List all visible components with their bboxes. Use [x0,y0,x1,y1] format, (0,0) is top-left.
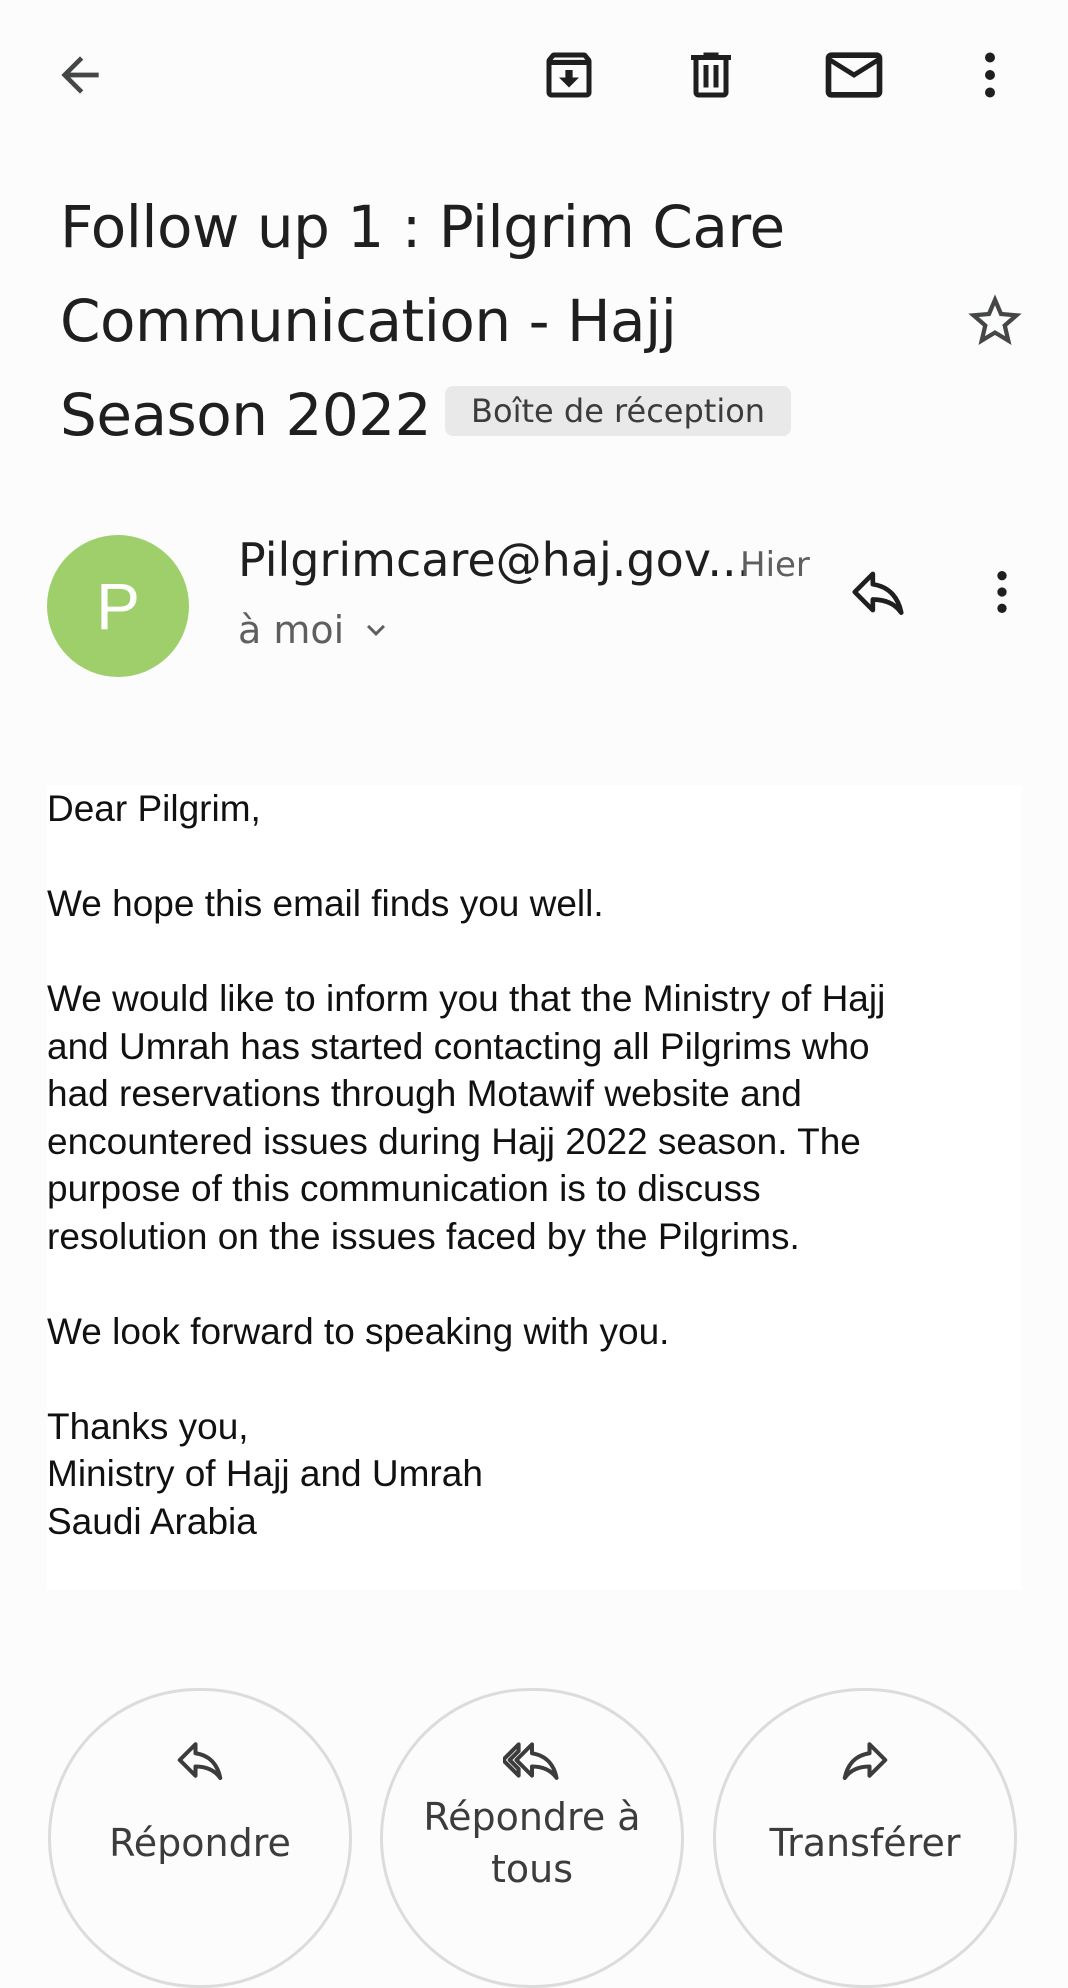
body-signature-line-1: Ministry of Hajj and Umrah [47,1453,483,1494]
sender-avatar[interactable]: P [47,535,189,677]
reply-all-button[interactable] [380,1688,684,1988]
mark-unread-button[interactable] [806,27,902,123]
reply-button[interactable] [48,1688,352,1988]
more-vert-icon [960,45,1020,105]
reply-label: Répondre [109,1821,291,1865]
message-more-button[interactable] [962,552,1042,632]
sender-address[interactable]: Pilgrimcare@haj.gov... [238,533,752,587]
forward-icon [838,1733,892,1787]
body-signoff: Thanks you, [47,1405,249,1447]
top-toolbar [0,0,1068,150]
recipient-details-toggle[interactable] [238,600,394,660]
email-subject [60,180,920,462]
email-body [47,785,1022,1545]
body-closing: We look forward to speaking with you. [47,1310,670,1352]
forward-button[interactable] [713,1688,1017,1988]
archive-icon [539,45,599,105]
subject-line-3: Season 2022 [60,381,432,449]
body-intro: We hope this email finds you well. [47,883,604,924]
back-button[interactable] [32,27,128,123]
email-date: Hier [740,545,810,585]
action-buttons [0,1688,1068,1920]
recipient-label: à moi [238,608,345,652]
more-options-button[interactable] [942,27,1038,123]
body-signature-line-2: Saudi Arabia [47,1500,257,1542]
delete-icon [681,45,741,105]
reply-icon [847,561,909,623]
reply-all-icon [503,1733,561,1787]
reply-icon [173,1733,227,1787]
reply-all-label-line-2: tous [490,1847,574,1891]
back-arrow-icon [52,47,108,103]
chevron-down-icon [358,612,394,648]
archive-button[interactable] [521,27,617,123]
star-outline-icon [963,289,1027,353]
forward-label: Transférer [769,1821,961,1865]
inbox-label-chip[interactable]: Boîte de réception [445,386,791,436]
more-vert-icon [974,564,1030,620]
reply-all-label-line-1: Répondre à [423,1795,641,1839]
mark-unread-icon [820,41,888,109]
body-greeting: Dear Pilgrim, [47,788,261,829]
body-paragraph: We would like to inform you that the Ministry of Hajj and Umrah has started contacting all Pilgrims who had reservations through Motawif website and encountered issues during Hajj 2022 season. The purpose of this communication is to discuss resolution on the issues faced by the Pilgrims. [47,978,886,1257]
reply-icon-button[interactable] [838,552,918,632]
subject-line-3-wrap [60,368,920,462]
subject-line-1: Follow up 1 : Pilgrim Care [60,193,785,261]
star-button[interactable] [950,276,1040,366]
subject-line-2: Communication - Hajj [60,287,677,355]
delete-button[interactable] [663,27,759,123]
